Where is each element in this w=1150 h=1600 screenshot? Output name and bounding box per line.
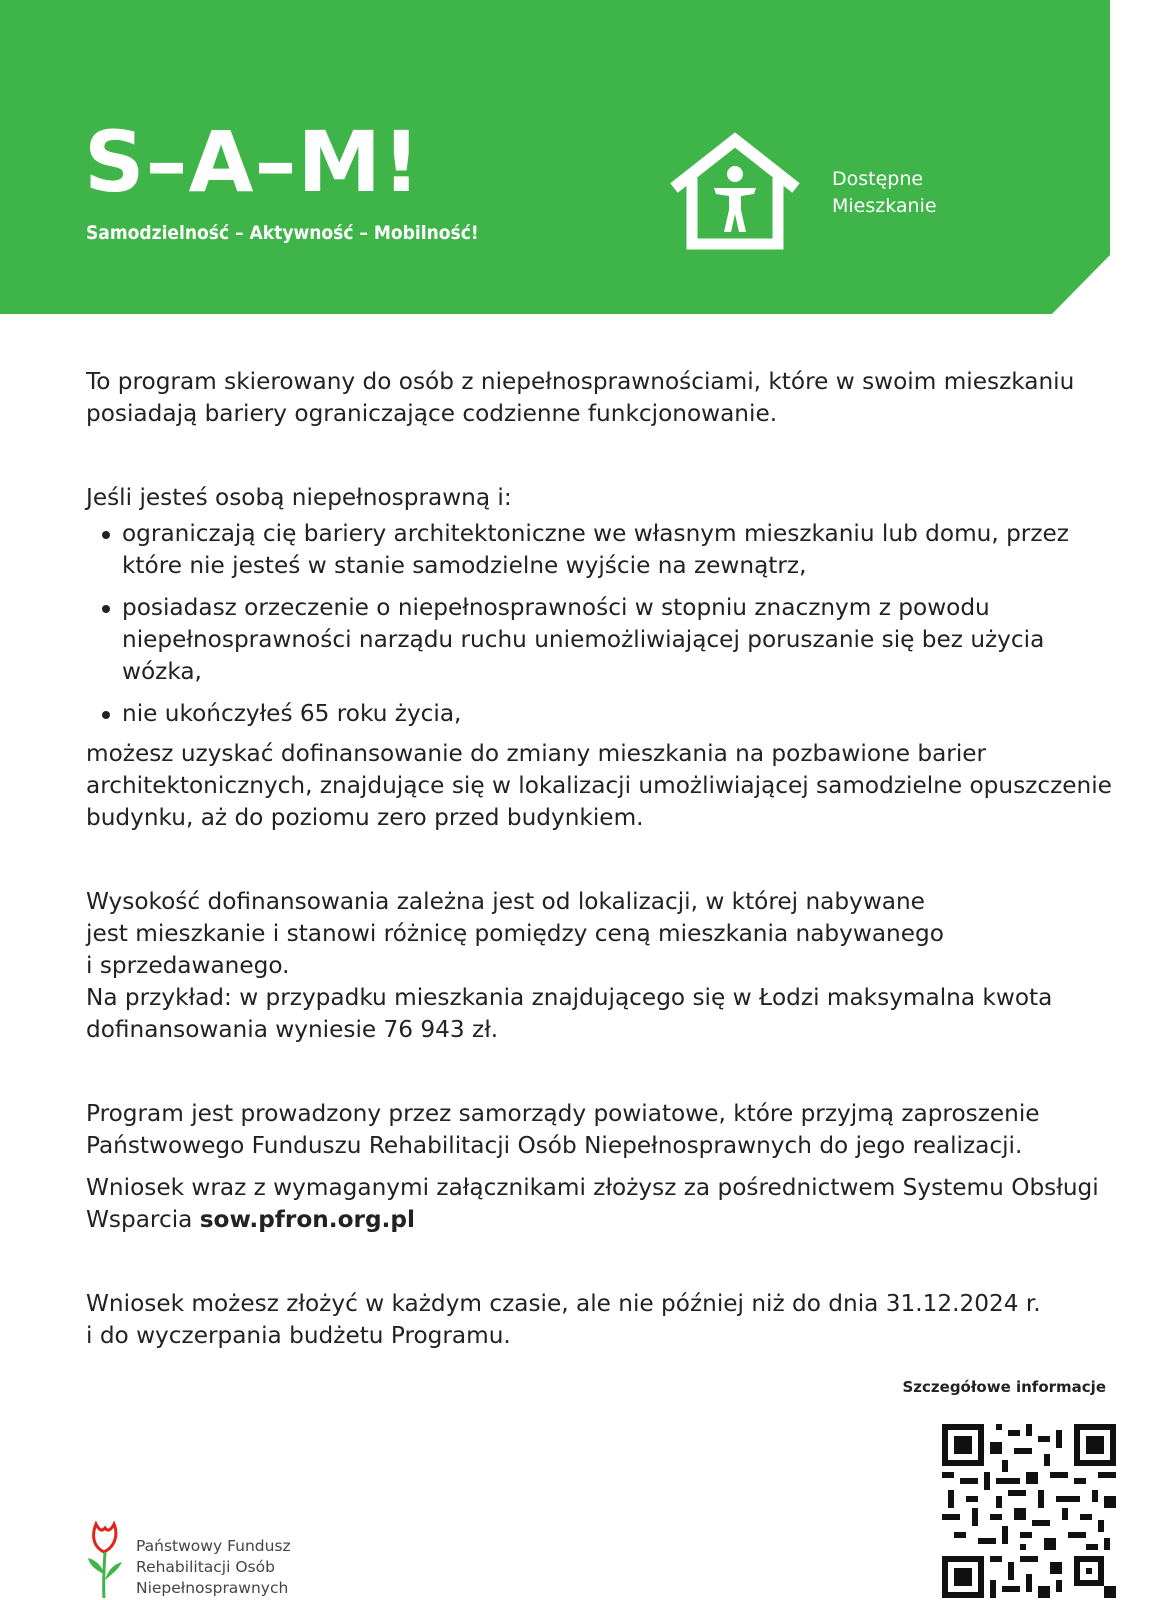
funding-example: Na przykład: w przypadku mieszkania znajdującego się w Łodzi maksymalna kwota dofinansowania wyniesie 76 943 zł. bbox=[86, 984, 1053, 1043]
pfron-tulip-icon bbox=[86, 1518, 134, 1600]
main-content bbox=[86, 366, 1116, 1352]
eligibility-list bbox=[86, 518, 1116, 730]
eligibility-lead: Jeśli jesteś osobą niepełnosprawną i: bbox=[86, 484, 512, 511]
funding-line: Wysokość dofinansowania zależna jest od lokalizacji, w której nabywane bbox=[86, 888, 925, 915]
list-item: nie ukończyłeś 65 roku życia, bbox=[86, 698, 1116, 730]
application-paragraph bbox=[86, 1172, 1116, 1236]
list-item: ograniczają cię bariery architektoniczne we własnym mieszkaniu lub domu, przez które nie jesteś w stanie samodzielne wyjście na zewnątrz, bbox=[86, 518, 1116, 582]
list-item: posiadasz orzeczenie o niepełnosprawności w stopniu znacznym z powodu niepełnosprawności narządu ruchu uniemożliwiającej poruszanie się bez użycia wózka, bbox=[86, 592, 1116, 688]
funding-paragraph bbox=[86, 886, 1116, 1046]
funding-line: i sprzedawanego. bbox=[86, 952, 290, 979]
pfron-name-line1: Państwowy Fundusz bbox=[136, 1537, 291, 1555]
program-run-paragraph: Program jest prowadzony przez samorządy powiatowe, które przyjmą zaproszenie Państwowego Funduszu Rehabilitacji Osób Niepełnosprawnych do jego realizacji. bbox=[86, 1100, 1040, 1159]
eligibility-conclusion: możesz uzyskać dofinansowanie do zmiany mieszkania na pozbawione barier architektonicznych, znajdujące się w lokalizacji umożliwiającej samodzielne opuszczenie budynku, aż do poziomu zero przed budynkiem. bbox=[86, 740, 1112, 831]
program-name-line2: Mieszkanie bbox=[832, 195, 937, 217]
intro-paragraph: To program skierowany do osób z niepełnosprawnościami, które w swoim mieszkaniu posiadają bariery ograniczające codzienne funkcjonowanie. bbox=[86, 368, 1075, 427]
details-label: Szczegółowe informacje bbox=[902, 1378, 1106, 1396]
funding-line: jest mieszkanie i stanowi różnicę pomiędzy ceną mieszkania nabywanego bbox=[86, 920, 944, 947]
pfron-name-line3: Niepełnosprawnych bbox=[136, 1579, 289, 1597]
logo-subtitle: Samodzielność – Aktywność – Mobilność! bbox=[86, 222, 479, 244]
pfron-name bbox=[136, 1536, 291, 1599]
deadline-paragraph bbox=[86, 1288, 1116, 1352]
program-name-line1: Dostępne bbox=[832, 168, 924, 190]
deadline-line: Wniosek możesz złożyć w każdym czasie, ale nie później niż do dnia 31.12.2024 r. bbox=[86, 1290, 1041, 1317]
application-text: Wniosek wraz z wymaganymi załącznikami złożysz za pośrednictwem Systemu Obsługi Wsparcia bbox=[86, 1174, 1099, 1233]
program-name bbox=[832, 166, 937, 220]
house-person-icon bbox=[668, 132, 802, 250]
qr-code-icon[interactable] bbox=[942, 1424, 1116, 1598]
deadline-line: i do wyczerpania budżetu Programu. bbox=[86, 1322, 511, 1349]
logo-title: S–A–M! bbox=[84, 113, 422, 211]
sow-link[interactable]: sow.pfron.org.pl bbox=[199, 1206, 415, 1233]
pfron-name-line2: Rehabilitacji Osób bbox=[136, 1558, 275, 1576]
